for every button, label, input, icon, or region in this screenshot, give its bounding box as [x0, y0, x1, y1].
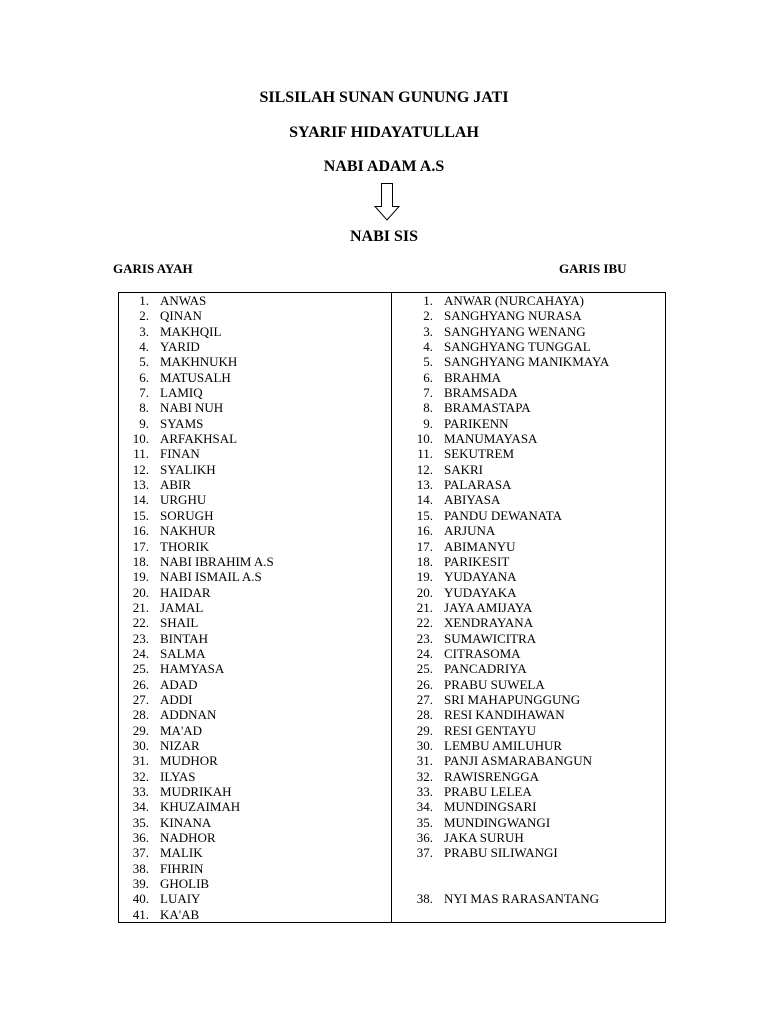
item-name: FINAN	[160, 446, 200, 462]
item-name: PANJI ASMARABANGUN	[444, 753, 592, 769]
list-item	[403, 876, 433, 891]
item-name: KHUZAIMAH	[160, 799, 241, 815]
list-item	[119, 569, 262, 585]
list-item	[119, 431, 238, 447]
item-name: ILYAS	[160, 768, 196, 784]
item-name: ADDNAN	[160, 707, 217, 723]
item-number: 38.	[132, 860, 149, 876]
item-number: 6.	[423, 369, 433, 385]
list-item	[403, 615, 534, 631]
list-item	[119, 737, 200, 753]
item-number: 41.	[132, 906, 149, 922]
item-name: XENDRAYANA	[444, 615, 534, 631]
item-number: 39.	[132, 876, 149, 892]
item-name: JAKA SURUH	[444, 830, 524, 846]
list-item	[119, 676, 198, 692]
item-number: 34.	[132, 799, 149, 815]
list-item	[119, 799, 241, 815]
item-name: BINTAH	[160, 630, 209, 646]
list-item	[119, 523, 216, 539]
list-item	[403, 569, 517, 585]
list-item	[119, 691, 193, 707]
next-heading: NABI SIS	[349, 228, 419, 245]
item-name: SANGHYANG WENANG	[444, 323, 586, 339]
list-item	[119, 661, 225, 677]
list-item	[119, 584, 211, 600]
list-item	[403, 323, 586, 339]
item-name: ADAD	[160, 676, 198, 692]
item-number: 11.	[133, 446, 149, 462]
item-name: MATUSALH	[160, 369, 231, 385]
list-item	[119, 753, 218, 769]
list-item	[403, 553, 510, 569]
list-item	[119, 707, 217, 723]
item-name: MALIK	[160, 845, 203, 861]
down-arrow-icon	[374, 183, 400, 221]
list-item	[119, 446, 200, 462]
item-name: FIHRIN	[160, 860, 204, 876]
item-name: MANUMAYASA	[444, 431, 538, 447]
item-name: MUNDINGSARI	[444, 799, 537, 815]
item-number: 27.	[132, 691, 149, 707]
item-number: 13.	[416, 477, 433, 493]
item-number: 5.	[139, 354, 149, 370]
garis-ayah-list	[119, 293, 274, 922]
item-name: NABI ISMAIL A.S	[160, 569, 262, 585]
list-item	[403, 599, 533, 615]
list-item	[119, 615, 199, 631]
list-item	[403, 845, 558, 861]
list-item	[119, 492, 207, 508]
column-divider	[391, 293, 392, 922]
list-item	[403, 753, 592, 769]
list-item	[119, 599, 204, 615]
item-number: 23.	[416, 630, 433, 646]
item-number: 9.	[139, 415, 149, 431]
item-name: SAKRI	[444, 461, 484, 477]
item-number: 29.	[132, 722, 149, 738]
item-name: SRI MAHAPUNGGUNG	[444, 691, 581, 707]
item-number: 38.	[416, 891, 433, 907]
document-title: SILSILAH SUNAN GUNUNG JATI	[259, 89, 509, 106]
list-item	[403, 431, 538, 447]
item-name: SANGHYANG MANIKMAYA	[444, 354, 610, 370]
list-item	[403, 369, 502, 385]
list-item	[119, 630, 209, 646]
item-name: PARIKENN	[444, 415, 509, 431]
item-number: 8.	[423, 400, 433, 416]
item-number: 3.	[139, 323, 149, 339]
item-name: MA'AD	[160, 722, 203, 738]
item-name: ARJUNA	[444, 523, 496, 539]
list-item	[403, 354, 610, 370]
item-number: 28.	[416, 707, 433, 723]
item-name: NYI MAS RARASANTANG	[444, 891, 599, 907]
item-name: RESI GENTAYU	[444, 722, 537, 738]
item-number: 2.	[423, 308, 433, 324]
item-number: 6.	[139, 369, 149, 385]
item-name: SUMAWICITRA	[444, 630, 537, 646]
item-number: 11.	[417, 446, 433, 462]
garis-ibu-label: GARIS IBU	[559, 261, 627, 276]
item-number: 10.	[416, 431, 433, 447]
list-item	[119, 891, 201, 907]
item-name: SEKUTREM	[444, 446, 515, 462]
item-name: HAIDAR	[160, 584, 211, 600]
item-number: 9.	[423, 415, 433, 431]
item-number: 36.	[132, 830, 149, 846]
item-number: 26.	[416, 676, 433, 692]
item-name: CITRASOMA	[444, 645, 521, 661]
list-item	[119, 722, 203, 738]
list-item	[403, 645, 521, 661]
item-name: PRABU LELEA	[444, 784, 532, 799]
list-item	[119, 354, 238, 370]
item-number: 15.	[132, 507, 149, 523]
item-number: 33.	[416, 784, 433, 799]
item-name: LUAIY	[160, 891, 201, 907]
item-name: BRAMSADA	[444, 385, 518, 401]
list-item	[403, 492, 501, 508]
item-number: 31.	[132, 753, 149, 769]
list-item	[119, 814, 212, 830]
list-item	[119, 323, 222, 339]
item-number: 32.	[416, 768, 433, 784]
list-item	[403, 707, 565, 723]
item-number: 17.	[132, 538, 149, 554]
item-name: LAMIQ	[160, 385, 203, 401]
item-number: 35.	[132, 814, 149, 830]
list-item	[119, 477, 192, 493]
list-item	[403, 523, 496, 539]
item-number: 15.	[416, 507, 433, 523]
list-item	[403, 891, 599, 907]
item-number: 18.	[416, 553, 433, 569]
item-name: RAWISRENGGA	[444, 768, 540, 784]
item-name: ABIMANYU	[444, 538, 516, 554]
item-name: LEMBU AMILUHUR	[444, 737, 563, 753]
list-item	[403, 814, 551, 830]
item-name: ABIYASA	[444, 492, 501, 508]
list-item	[119, 507, 214, 523]
item-number: 17.	[416, 538, 433, 554]
list-item	[403, 722, 537, 738]
item-name: GHOLIB	[160, 876, 210, 892]
item-name: ANWAR (NURCAHAYA)	[444, 293, 584, 308]
list-item	[403, 630, 537, 646]
list-item	[403, 415, 509, 431]
item-number: 5.	[423, 354, 433, 370]
item-name: SANGHYANG NURASA	[444, 308, 582, 324]
list-item	[119, 830, 216, 846]
item-number: 13.	[132, 477, 149, 493]
item-name: MAKHNUKH	[160, 354, 238, 370]
item-number: 27.	[416, 691, 433, 707]
list-item	[119, 385, 203, 401]
item-name: URGHU	[160, 492, 207, 508]
list-item	[119, 645, 206, 661]
item-number: 3.	[423, 323, 433, 339]
item-number: 23.	[132, 630, 149, 646]
item-number: 14.	[416, 492, 433, 508]
item-name: SANGHYANG TUNGGAL	[444, 339, 591, 355]
item-name: ANWAS	[160, 293, 207, 308]
item-name: NABI IBRAHIM A.S	[160, 553, 274, 569]
item-number: 32.	[132, 768, 149, 784]
item-name: KINANA	[160, 814, 212, 830]
item-name: MUDHOR	[160, 753, 218, 769]
item-name: PALARASA	[444, 477, 512, 493]
item-number: 24.	[132, 645, 149, 661]
list-item	[119, 339, 200, 355]
item-number: 7.	[139, 385, 149, 401]
item-number: 25.	[132, 661, 149, 677]
item-name: ABIR	[160, 477, 192, 493]
item-number: 28.	[132, 707, 149, 723]
item-name: YUDAYANA	[444, 569, 517, 585]
item-name: PRABU SUWELA	[444, 676, 545, 692]
list-item	[119, 784, 232, 799]
list-item	[119, 538, 210, 554]
item-number: 35.	[416, 814, 433, 830]
item-name: SYALIKH	[160, 461, 216, 477]
item-number: 10.	[132, 431, 149, 447]
garis-ayah-label: GARIS AYAH	[113, 261, 193, 276]
list-item	[403, 784, 532, 799]
item-name: HAMYASA	[160, 661, 225, 677]
item-number: 31.	[416, 753, 433, 769]
item-name: BRAHMA	[444, 369, 502, 385]
item-name: YUDAYAKA	[444, 584, 517, 600]
list-item	[403, 461, 484, 477]
list-item	[403, 661, 527, 677]
list-item	[403, 584, 517, 600]
item-number: 1.	[139, 293, 149, 308]
item-name: SYAMS	[160, 415, 204, 431]
item-number: 24.	[416, 645, 433, 661]
item-number: 37.	[416, 845, 433, 861]
item-name: NAKHUR	[160, 523, 216, 539]
list-item	[403, 538, 516, 554]
list-item	[119, 553, 274, 569]
item-number: 36.	[416, 830, 433, 846]
list-item	[403, 691, 581, 707]
item-number: 30.	[132, 737, 149, 753]
list-item	[119, 768, 196, 784]
item-number: 21.	[416, 599, 433, 615]
item-number: 4.	[139, 339, 149, 355]
item-name: QINAN	[160, 308, 202, 324]
list-item	[403, 861, 433, 876]
list-item	[119, 308, 202, 324]
item-name: KA'AB	[160, 906, 200, 922]
item-number: 8.	[139, 400, 149, 416]
item-number: 12.	[132, 461, 149, 477]
item-number: 40.	[132, 891, 149, 907]
item-name: SALMA	[160, 645, 206, 661]
list-item	[403, 507, 563, 523]
list-item	[119, 876, 210, 892]
item-name: PANDU DEWANATA	[444, 507, 563, 523]
list-item	[403, 446, 515, 462]
item-number: 19.	[132, 569, 149, 585]
list-item	[403, 676, 545, 692]
item-name: PRABU SILIWANGI	[444, 845, 558, 861]
item-name: NADHOR	[160, 830, 216, 846]
item-number: 20.	[416, 584, 433, 600]
item-number: 19.	[416, 569, 433, 585]
item-name: MUNDINGWANGI	[444, 814, 551, 830]
item-name: YARID	[160, 339, 200, 355]
list-item	[119, 369, 231, 385]
item-name: MAKHQIL	[160, 323, 222, 339]
item-name: JAYA AMIJAYA	[444, 599, 533, 615]
list-item	[403, 293, 584, 308]
lineage-table	[118, 292, 666, 923]
list-item	[403, 768, 540, 784]
document-subtitle: SYARIF HIDAYATULLAH	[289, 124, 479, 141]
item-number: 33.	[132, 784, 149, 799]
list-item	[119, 845, 203, 861]
item-number: 22.	[416, 615, 433, 631]
list-item	[403, 477, 512, 493]
item-number: 7.	[423, 385, 433, 401]
list-item	[403, 799, 537, 815]
item-number: 4.	[423, 339, 433, 355]
item-name: BRAMASTAPA	[444, 400, 531, 416]
item-name: PANCADRIYA	[444, 661, 527, 677]
item-name: SHAIL	[160, 615, 199, 631]
item-name: JAMAL	[160, 599, 204, 615]
list-item	[403, 400, 531, 416]
list-item	[119, 461, 216, 477]
item-number: 16.	[132, 523, 149, 539]
item-number: 34.	[416, 799, 433, 815]
list-item	[403, 308, 582, 324]
item-name: PARIKESIT	[444, 553, 510, 569]
item-number: 25.	[416, 661, 433, 677]
garis-ibu-list	[403, 293, 610, 907]
item-number: 20.	[132, 584, 149, 600]
item-number: 26.	[132, 676, 149, 692]
item-name: SORUGH	[160, 507, 214, 523]
item-number: 29.	[416, 722, 433, 738]
item-name: NABI NUH	[160, 400, 224, 416]
list-item	[403, 737, 563, 753]
item-number: 21.	[132, 599, 149, 615]
list-item	[403, 830, 524, 846]
list-item	[403, 339, 591, 355]
item-number: 2.	[139, 308, 149, 324]
item-number: 37.	[132, 845, 149, 861]
item-number: 1.	[423, 293, 433, 308]
list-item	[119, 860, 204, 876]
item-number: 30.	[416, 737, 433, 753]
list-item	[119, 906, 200, 922]
item-number: 14.	[132, 492, 149, 508]
list-item	[119, 400, 224, 416]
item-number: 22.	[132, 615, 149, 631]
item-number: 12.	[416, 461, 433, 477]
origin-heading: NABI ADAM A.S	[323, 158, 445, 175]
item-name: ARFAKHSAL	[160, 431, 238, 447]
item-number: 16.	[416, 523, 433, 539]
list-item	[119, 293, 207, 308]
item-name: MUDRIKAH	[160, 784, 232, 799]
item-name: RESI KANDIHAWAN	[444, 707, 565, 723]
item-number: 18.	[132, 553, 149, 569]
list-item	[403, 385, 518, 401]
item-name: NIZAR	[160, 737, 200, 753]
list-item	[119, 415, 204, 431]
item-name: THORIK	[160, 538, 210, 554]
item-name: ADDI	[160, 691, 193, 707]
